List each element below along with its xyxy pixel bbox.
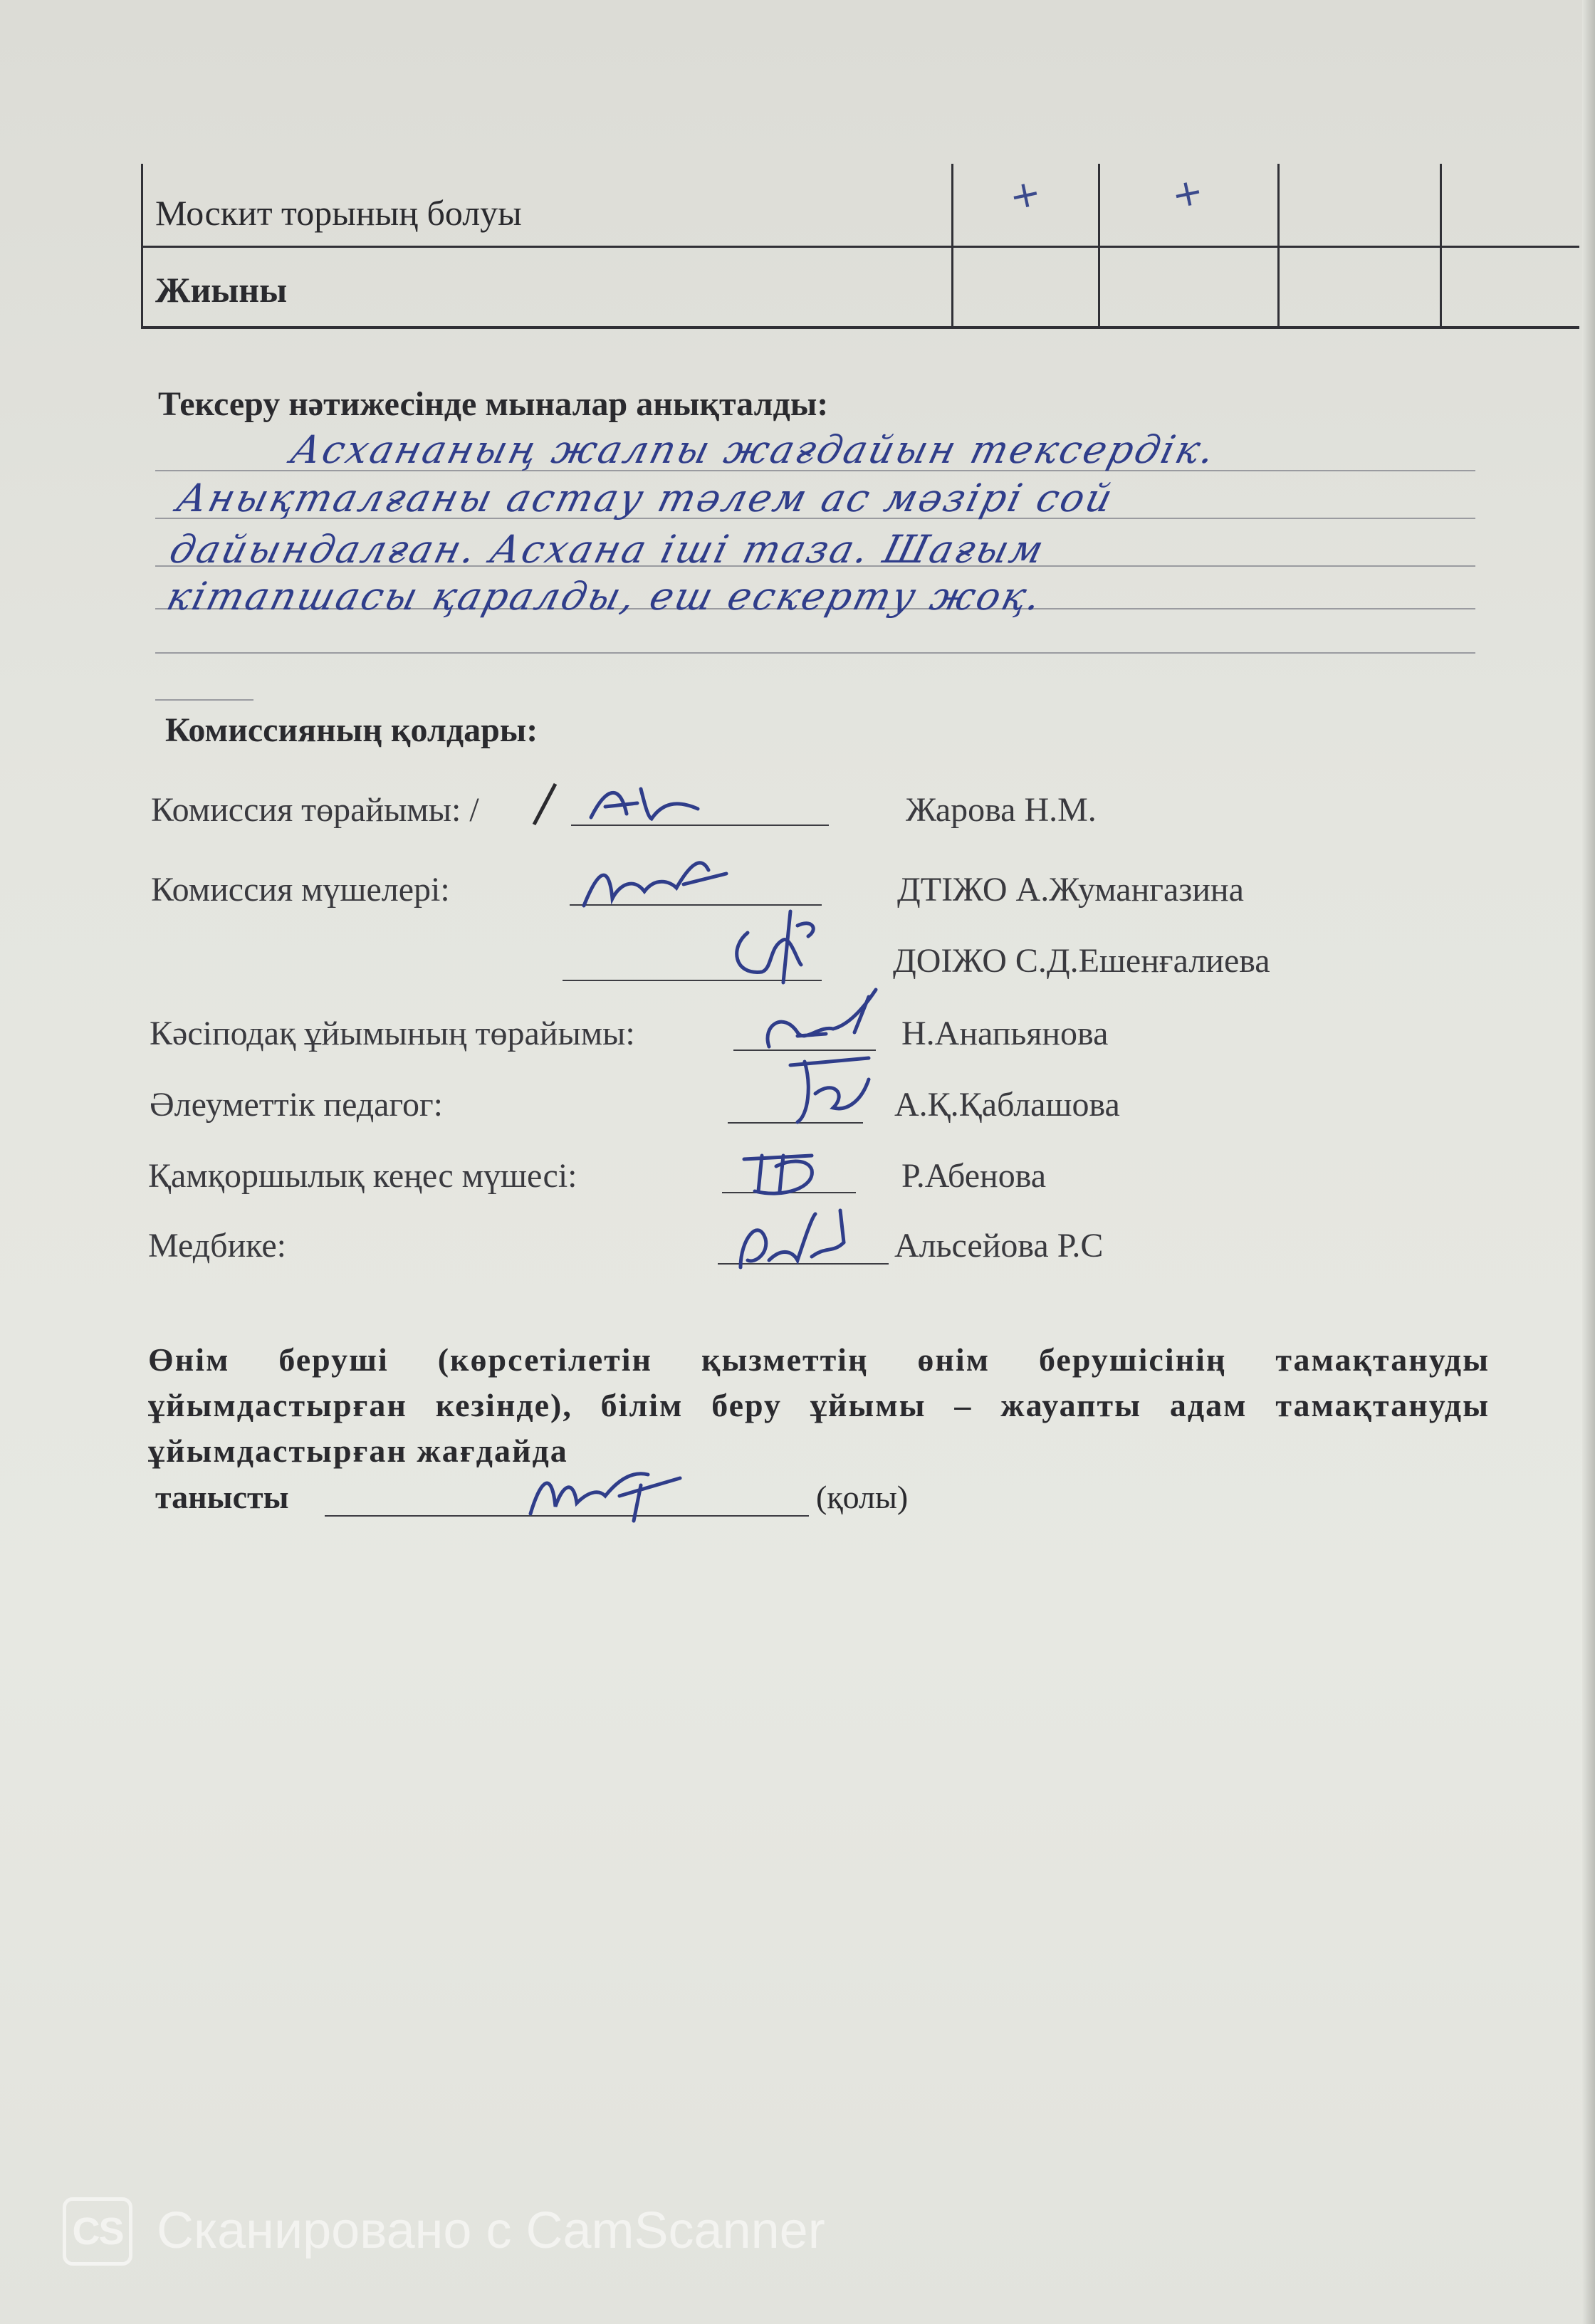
handwritten-finding-line: дайындалған. Асхана іші таза. Шағым <box>165 527 1050 572</box>
commission-chair-label: Комиссия төрайымы: / <box>151 791 479 829</box>
camscanner-logo-icon: CS <box>63 2197 132 2266</box>
commission-heading: Комиссияның қолдары: <box>165 711 538 749</box>
union-chair-name: Н.Анапьянова <box>901 1015 1109 1052</box>
member-signature <box>577 849 733 920</box>
member-signature <box>719 904 833 990</box>
table-column-divider <box>1098 164 1100 329</box>
chair-signature <box>584 775 705 832</box>
supplier-paragraph: Өнім беруші (көрсетілетін қызметтің өнім берушісінің тамақтануды ұйымдастырған кезінде), білім беру ұйымы – жауапты адам тамақтануды ұйымдастырған жағдайда <box>148 1341 1490 1469</box>
handwritten-finding-line: кітапшасы қаралды, еш ескерту жоқ. <box>162 574 1048 619</box>
signature-note: (қолы) <box>816 1479 909 1515</box>
table-row-divider <box>141 246 1579 248</box>
nurse-signature <box>726 1203 862 1282</box>
social-pedagogue-name: А.Қ.Қаблашова <box>894 1086 1120 1124</box>
table-bottom-border <box>141 326 1579 329</box>
table-column-divider <box>1277 164 1280 329</box>
trustee-council-name: Р.Абенова <box>901 1157 1047 1195</box>
acquainted-signature <box>520 1457 691 1528</box>
trustee-council-signature <box>733 1145 826 1202</box>
social-pedagogue-label: Әлеуметтік педагог: <box>150 1086 443 1124</box>
table-row-label-mosquito-net: Москит торының болуы <box>155 193 522 233</box>
commission-members-label: Комиссия мүшелері: <box>151 871 450 909</box>
short-ruled-line <box>155 699 253 701</box>
commission-chair-name: Жарова Н.М. <box>906 791 1097 829</box>
table-handwritten-mark: + <box>1168 169 1208 218</box>
commission-member-name: ДТІЖО А.Жумангазина <box>897 871 1244 909</box>
page-edge-shadow <box>1582 0 1595 2324</box>
table-handwritten-mark: + <box>1005 171 1045 219</box>
table-row-label-total: Жиыны <box>155 270 288 310</box>
inspection-table <box>141 164 1579 329</box>
trustee-council-label: Қамқоршылық кеңес мүшесі: <box>148 1157 577 1195</box>
camscanner-watermark: Сканировано с CamScanner <box>157 2202 825 2259</box>
commission-member-name: ДОІЖО С.Д.Ешенғалиева <box>893 942 1270 980</box>
nurse-name: Альсейова Р.С <box>894 1227 1104 1265</box>
ruled-line <box>155 652 1475 654</box>
union-chair-label: Кәсіподақ ұйымының төрайымы: <box>150 1015 635 1052</box>
handwritten-finding-line: Анықталғаны астау тәлем ас мәзірі сой <box>172 476 1119 520</box>
social-pedagogue-signature <box>776 1051 883 1129</box>
nurse-label: Медбике: <box>148 1227 287 1265</box>
handwritten-finding-line: Асхананың жалпы жағдайын тексердік. <box>286 427 1222 472</box>
acquainted-label: танысты <box>155 1479 289 1515</box>
table-column-divider <box>1440 164 1442 329</box>
table-column-divider <box>951 164 953 329</box>
table-left-border <box>141 164 143 329</box>
slash-mark <box>527 780 563 830</box>
findings-heading: Тексеру нәтижесінде мыналар анықталды: <box>158 385 829 423</box>
union-chair-signature <box>755 983 890 1061</box>
